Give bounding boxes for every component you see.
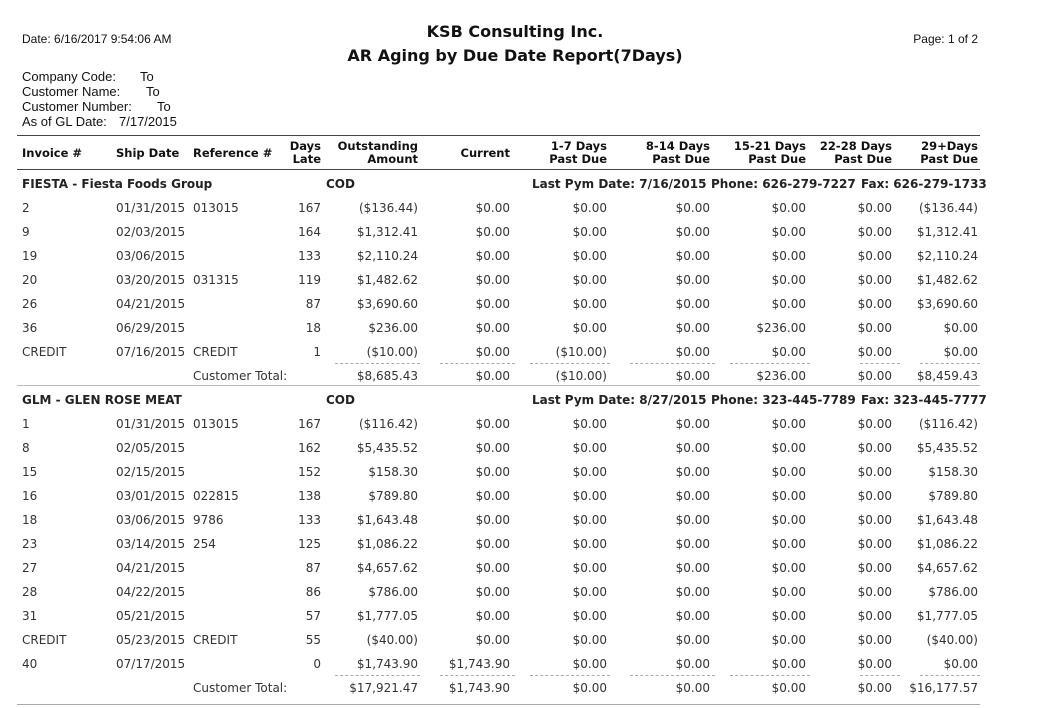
col-22-28-line1: 22-28 Days [819,139,892,153]
past-due-22-28-cell: $0.00 [857,657,892,671]
reference-cell: 022815 [193,489,239,503]
past-due-29-cell: ($116.42) [919,417,978,431]
outstanding-cell: ($10.00) [366,345,418,359]
criteria-label: Company Code: [22,69,116,84]
past-due-15-21-cell: $0.00 [771,609,806,623]
reference-cell: CREDIT [193,345,238,359]
past-due-22-28-cell: $0.00 [857,201,892,215]
table-row [0,556,1055,580]
page-number: Page: 1 of 2 [913,32,978,46]
past-due-1-7-cell: $0.00 [572,321,607,335]
last-payment-date: Last Pym Date: 8/27/2015 [532,393,707,407]
reference-cell: 254 [193,537,216,551]
col-22-28-days [808,140,892,166]
past-due-15-21-cell: $0.00 [771,225,806,239]
criteria-customer-name [22,84,160,99]
past-due-29-cell: $1,312.41 [916,225,978,239]
past-due-8-14-cell: $0.00 [675,513,710,527]
past-due-29-cell: $1,482.62 [916,273,978,287]
days-late-cell: 167 [298,201,321,215]
ship-date-cell: 07/16/2015 [116,345,186,359]
criteria-value: 7/17/2015 [119,114,177,129]
past-due-1-7-cell: $0.00 [572,441,607,455]
current-cell: $0.00 [475,345,510,359]
past-due-29-cell: $786.00 [928,585,978,599]
past-due-8-14-cell: $0.00 [675,537,710,551]
past-due-29-cell: $0.00 [943,345,978,359]
past-due-22-28-cell: $0.00 [857,417,892,431]
invoice-cell: 2 [22,201,30,215]
criteria-value: To [146,84,160,99]
invoice-cell: 26 [22,297,38,311]
days-late-cell: 119 [298,273,321,287]
outstanding-cell: $236.00 [368,321,418,335]
past-due-15-21-cell: $0.00 [771,657,806,671]
past-due-15-21-cell: $0.00 [771,441,806,455]
invoice-cell: 27 [22,561,38,575]
outstanding-cell: $1,312.41 [356,225,418,239]
current-cell: $0.00 [475,465,510,479]
customer-total-label: Customer Total: [193,369,288,383]
past-due-1-7-cell: $0.00 [572,537,607,551]
col-29-line2: Past Due [920,152,978,166]
outstanding-cell: $1,643.48 [356,513,418,527]
past-due-15-21-cell: $0.00 [771,201,806,215]
reference-cell: 9786 [193,513,224,527]
ship-date-cell: 01/31/2015 [116,417,186,431]
past-due-1-7-cell: $0.00 [572,585,607,599]
past-due-29-cell: $789.80 [928,489,978,503]
invoice-cell: 18 [22,513,38,527]
customer-terms: COD [326,393,355,407]
past-due-29-cell: ($40.00) [926,633,978,647]
past-due-29-cell: $0.00 [943,321,978,335]
table-row [0,340,1055,364]
outstanding-cell: $3,690.60 [356,297,418,311]
customer-total-row [0,676,1055,700]
current-cell: $0.00 [475,249,510,263]
col-8-14-line1: 8-14 Days [645,139,710,153]
past-due-15-21-cell: $0.00 [771,345,806,359]
past-due-15-21-cell: $236.00 [756,321,806,335]
current-cell: $0.00 [475,201,510,215]
criteria-label: Customer Number: [22,99,132,114]
table-row [0,292,1055,316]
past-due-1-7-cell: $0.00 [572,249,607,263]
outstanding-cell: $158.30 [368,465,418,479]
invoice-cell: 20 [22,273,38,287]
col-15-21-line1: 15-21 Days [733,139,806,153]
current-cell: $0.00 [475,537,510,551]
table-row [0,460,1055,484]
past-due-1-7-cell: ($10.00) [555,345,607,359]
past-due-29-cell: $2,110.24 [916,249,978,263]
invoice-cell: CREDIT [22,345,67,359]
ship-date-cell: 04/21/2015 [116,297,186,311]
invoice-cell: 16 [22,489,38,503]
past-due-1-7-cell: $0.00 [572,489,607,503]
past-due-15-21-cell: $0.00 [771,417,806,431]
past-due-8-14-cell: $0.00 [675,201,710,215]
outstanding-cell: $5,435.52 [356,441,418,455]
table-row [0,244,1055,268]
days-late-cell: 138 [298,489,321,503]
outstanding-cell: $1,482.62 [356,273,418,287]
customer-fax: Fax: 323-445-7777 [861,393,987,407]
invoice-cell: 40 [22,657,38,671]
past-due-22-28-cell: $0.00 [857,249,892,263]
report-title: AR Aging by Due Date Report(7Days) [347,46,683,65]
criteria-value: To [140,69,154,84]
past-due-29-cell: $158.30 [928,465,978,479]
past-due-1-7-cell: $0.00 [572,609,607,623]
total-15-21: $236.00 [756,369,806,383]
reference-cell: 013015 [193,417,239,431]
past-due-22-28-cell: $0.00 [857,441,892,455]
days-late-cell: 55 [305,633,321,647]
ship-date-cell: 07/17/2015 [116,657,186,671]
past-due-8-14-cell: $0.00 [675,465,710,479]
current-cell: $1,743.90 [448,657,510,671]
total-1-7: ($10.00) [555,369,607,383]
criteria-label: Customer Name: [22,84,121,99]
past-due-1-7-cell: $0.00 [572,513,607,527]
current-cell: $0.00 [475,441,510,455]
past-due-22-28-cell: $0.00 [857,633,892,647]
past-due-8-14-cell: $0.00 [675,609,710,623]
col-outstanding [318,140,418,166]
outstanding-cell: $789.80 [368,489,418,503]
col-days-late-line2: Late [292,152,321,166]
past-due-8-14-cell: $0.00 [675,657,710,671]
past-due-22-28-cell: $0.00 [857,537,892,551]
past-due-1-7-cell: $0.00 [572,465,607,479]
ship-date-cell: 06/29/2015 [116,321,186,335]
col-outstanding-line1: Outstanding [337,139,418,153]
current-cell: $0.00 [475,417,510,431]
criteria-label: As of GL Date: [22,114,107,129]
total-8-14: $0.00 [675,369,710,383]
past-due-1-7-cell: $0.00 [572,417,607,431]
col-29-days [900,140,978,166]
past-due-29-cell: $3,690.60 [916,297,978,311]
table-row [0,508,1055,532]
ship-date-cell: 03/14/2015 [116,537,186,551]
past-due-8-14-cell: $0.00 [675,633,710,647]
days-late-cell: 133 [298,513,321,527]
past-due-22-28-cell: $0.00 [857,225,892,239]
criteria-customer-number [22,99,171,114]
past-due-29-cell: $1,086.22 [916,537,978,551]
past-due-22-28-cell: $0.00 [857,585,892,599]
col-outstanding-line2: Amount [367,152,418,166]
ship-date-cell: 03/01/2015 [116,489,186,503]
ship-date-cell: 04/21/2015 [116,561,186,575]
table-row [0,604,1055,628]
past-due-8-14-cell: $0.00 [675,441,710,455]
invoice-cell: 28 [22,585,38,599]
days-late-cell: 133 [298,249,321,263]
customer-total-label: Customer Total: [193,681,288,695]
invoice-cell: 1 [22,417,30,431]
past-due-22-28-cell: $0.00 [857,513,892,527]
total-current: $1,743.90 [448,681,510,695]
past-due-22-28-cell: $0.00 [857,321,892,335]
company-name: KSB Consulting Inc. [426,22,604,41]
table-row [0,196,1055,220]
report-date: Date: 6/16/2017 9:54:06 AM [22,32,172,46]
reference-cell: 031315 [193,273,239,287]
outstanding-cell: $786.00 [368,585,418,599]
col-reference: Reference # [193,146,273,160]
invoice-cell: 31 [22,609,38,623]
total-current: $0.00 [475,369,510,383]
outstanding-cell: $4,657.62 [356,561,418,575]
col-invoice: Invoice # [22,146,83,160]
past-due-15-21-cell: $0.00 [771,297,806,311]
ship-date-cell: 05/21/2015 [116,609,186,623]
total-22-28: $0.00 [857,681,892,695]
days-late-cell: 86 [305,585,321,599]
page-bottom-line [17,704,980,705]
days-late-cell: 0 [313,657,321,671]
past-due-15-21-cell: $0.00 [771,585,806,599]
customer-phone: Phone: 626-279-7227 [711,177,856,191]
table-row [0,628,1055,652]
outstanding-cell: ($116.42) [359,417,418,431]
current-cell: $0.00 [475,513,510,527]
past-due-8-14-cell: $0.00 [675,297,710,311]
total-1-7: $0.00 [572,681,607,695]
invoice-cell: 15 [22,465,38,479]
current-cell: $0.00 [475,225,510,239]
days-late-cell: 167 [298,417,321,431]
past-due-8-14-cell: $0.00 [675,417,710,431]
days-late-cell: 162 [298,441,321,455]
table-row [0,580,1055,604]
current-cell: $0.00 [475,273,510,287]
total-outstanding: $17,921.47 [349,681,418,695]
invoice-cell: 9 [22,225,30,239]
past-due-8-14-cell: $0.00 [675,225,710,239]
past-due-8-14-cell: $0.00 [675,249,710,263]
ship-date-cell: 03/06/2015 [116,249,186,263]
days-late-cell: 18 [305,321,321,335]
past-due-15-21-cell: $0.00 [771,273,806,287]
current-cell: $0.00 [475,489,510,503]
customer-header [0,172,1055,196]
past-due-22-28-cell: $0.00 [857,489,892,503]
total-8-14: $0.00 [675,681,710,695]
customer-name: FIESTA - Fiesta Foods Group [22,177,213,191]
past-due-8-14-cell: $0.00 [675,585,710,599]
past-due-22-28-cell: $0.00 [857,345,892,359]
table-row [0,316,1055,340]
table-row [0,436,1055,460]
ship-date-cell: 01/31/2015 [116,201,186,215]
table-row [0,484,1055,508]
past-due-29-cell: $0.00 [943,657,978,671]
ship-date-cell: 04/22/2015 [116,585,186,599]
customer-fax: Fax: 626-279-1733 [861,177,987,191]
past-due-29-cell: $5,435.52 [916,441,978,455]
invoice-cell: 8 [22,441,30,455]
past-due-8-14-cell: $0.00 [675,489,710,503]
col-1-7-line2: Past Due [549,152,607,166]
total-29: $16,177.57 [909,681,978,695]
outstanding-cell: ($40.00) [366,633,418,647]
invoice-cell: CREDIT [22,633,67,647]
table-row [0,412,1055,436]
days-late-cell: 125 [298,537,321,551]
past-due-1-7-cell: $0.00 [572,273,607,287]
outstanding-cell: $1,086.22 [356,537,418,551]
current-cell: $0.00 [475,321,510,335]
current-cell: $0.00 [475,561,510,575]
days-late-cell: 87 [305,297,321,311]
days-late-cell: 1 [313,345,321,359]
total-15-21: $0.00 [771,681,806,695]
past-due-29-cell: ($136.44) [919,201,978,215]
past-due-15-21-cell: $0.00 [771,489,806,503]
group-separator [17,385,980,386]
past-due-1-7-cell: $0.00 [572,201,607,215]
days-late-cell: 152 [298,465,321,479]
reference-cell: CREDIT [193,633,238,647]
past-due-29-cell: $1,777.05 [916,609,978,623]
header-top-line [17,135,980,136]
customer-header [0,388,1055,412]
outstanding-cell: ($136.44) [359,201,418,215]
outstanding-cell: $1,777.05 [356,609,418,623]
col-15-21-days [715,140,806,166]
past-due-15-21-cell: $0.00 [771,513,806,527]
ship-date-cell: 03/20/2015 [116,273,186,287]
days-late-cell: 57 [305,609,321,623]
current-cell: $0.00 [475,609,510,623]
col-8-14-days [620,140,710,166]
past-due-22-28-cell: $0.00 [857,609,892,623]
last-payment-date: Last Pym Date: 7/16/2015 [532,177,707,191]
customer-phone: Phone: 323-445-7789 [711,393,856,407]
days-late-cell: 164 [298,225,321,239]
col-days-late-line1: Days [289,139,321,153]
past-due-1-7-cell: $0.00 [572,297,607,311]
current-cell: $0.00 [475,297,510,311]
col-22-28-line2: Past Due [834,152,892,166]
col-ship-date: Ship Date [116,146,180,160]
past-due-1-7-cell: $0.00 [572,561,607,575]
days-late-cell: 87 [305,561,321,575]
table-row [0,268,1055,292]
col-1-7-line1: 1-7 Days [550,139,607,153]
ship-date-cell: 05/23/2015 [116,633,186,647]
customer-terms: COD [326,177,355,191]
col-days-late [260,140,321,166]
header-bottom-line [17,169,980,170]
past-due-15-21-cell: $0.00 [771,465,806,479]
invoice-cell: 19 [22,249,38,263]
past-due-8-14-cell: $0.00 [675,561,710,575]
ship-date-cell: 02/03/2015 [116,225,186,239]
past-due-22-28-cell: $0.00 [857,273,892,287]
criteria-value: To [157,99,171,114]
past-due-8-14-cell: $0.00 [675,345,710,359]
past-due-15-21-cell: $0.00 [771,249,806,263]
past-due-22-28-cell: $0.00 [857,465,892,479]
current-cell: $0.00 [475,585,510,599]
past-due-8-14-cell: $0.00 [675,321,710,335]
ship-date-cell: 02/05/2015 [116,441,186,455]
total-22-28: $0.00 [857,369,892,383]
outstanding-cell: $1,743.90 [356,657,418,671]
past-due-1-7-cell: $0.00 [572,225,607,239]
col-current: Current [460,146,510,160]
ship-date-cell: 02/15/2015 [116,465,186,479]
table-row [0,532,1055,556]
past-due-15-21-cell: $0.00 [771,561,806,575]
past-due-1-7-cell: $0.00 [572,657,607,671]
reference-cell: 013015 [193,201,239,215]
invoice-cell: 23 [22,537,38,551]
table-row [0,652,1055,676]
criteria-company-code [22,69,154,84]
table-row [0,220,1055,244]
col-1-7-days [517,140,607,166]
past-due-29-cell: $1,643.48 [916,513,978,527]
past-due-22-28-cell: $0.00 [857,297,892,311]
ship-date-cell: 03/06/2015 [116,513,186,527]
col-15-21-line2: Past Due [748,152,806,166]
current-cell: $0.00 [475,633,510,647]
invoice-cell: 36 [22,321,38,335]
past-due-1-7-cell: $0.00 [572,633,607,647]
col-8-14-line2: Past Due [652,152,710,166]
criteria-gl-date [22,114,177,129]
outstanding-cell: $2,110.24 [356,249,418,263]
past-due-15-21-cell: $0.00 [771,633,806,647]
customer-name: GLM - GLEN ROSE MEAT [22,393,182,407]
past-due-29-cell: $4,657.62 [916,561,978,575]
total-outstanding: $8,685.43 [356,369,418,383]
total-29: $8,459.43 [916,369,978,383]
past-due-15-21-cell: $0.00 [771,537,806,551]
past-due-22-28-cell: $0.00 [857,561,892,575]
past-due-8-14-cell: $0.00 [675,273,710,287]
col-29-line1: 29+Days [921,139,978,153]
